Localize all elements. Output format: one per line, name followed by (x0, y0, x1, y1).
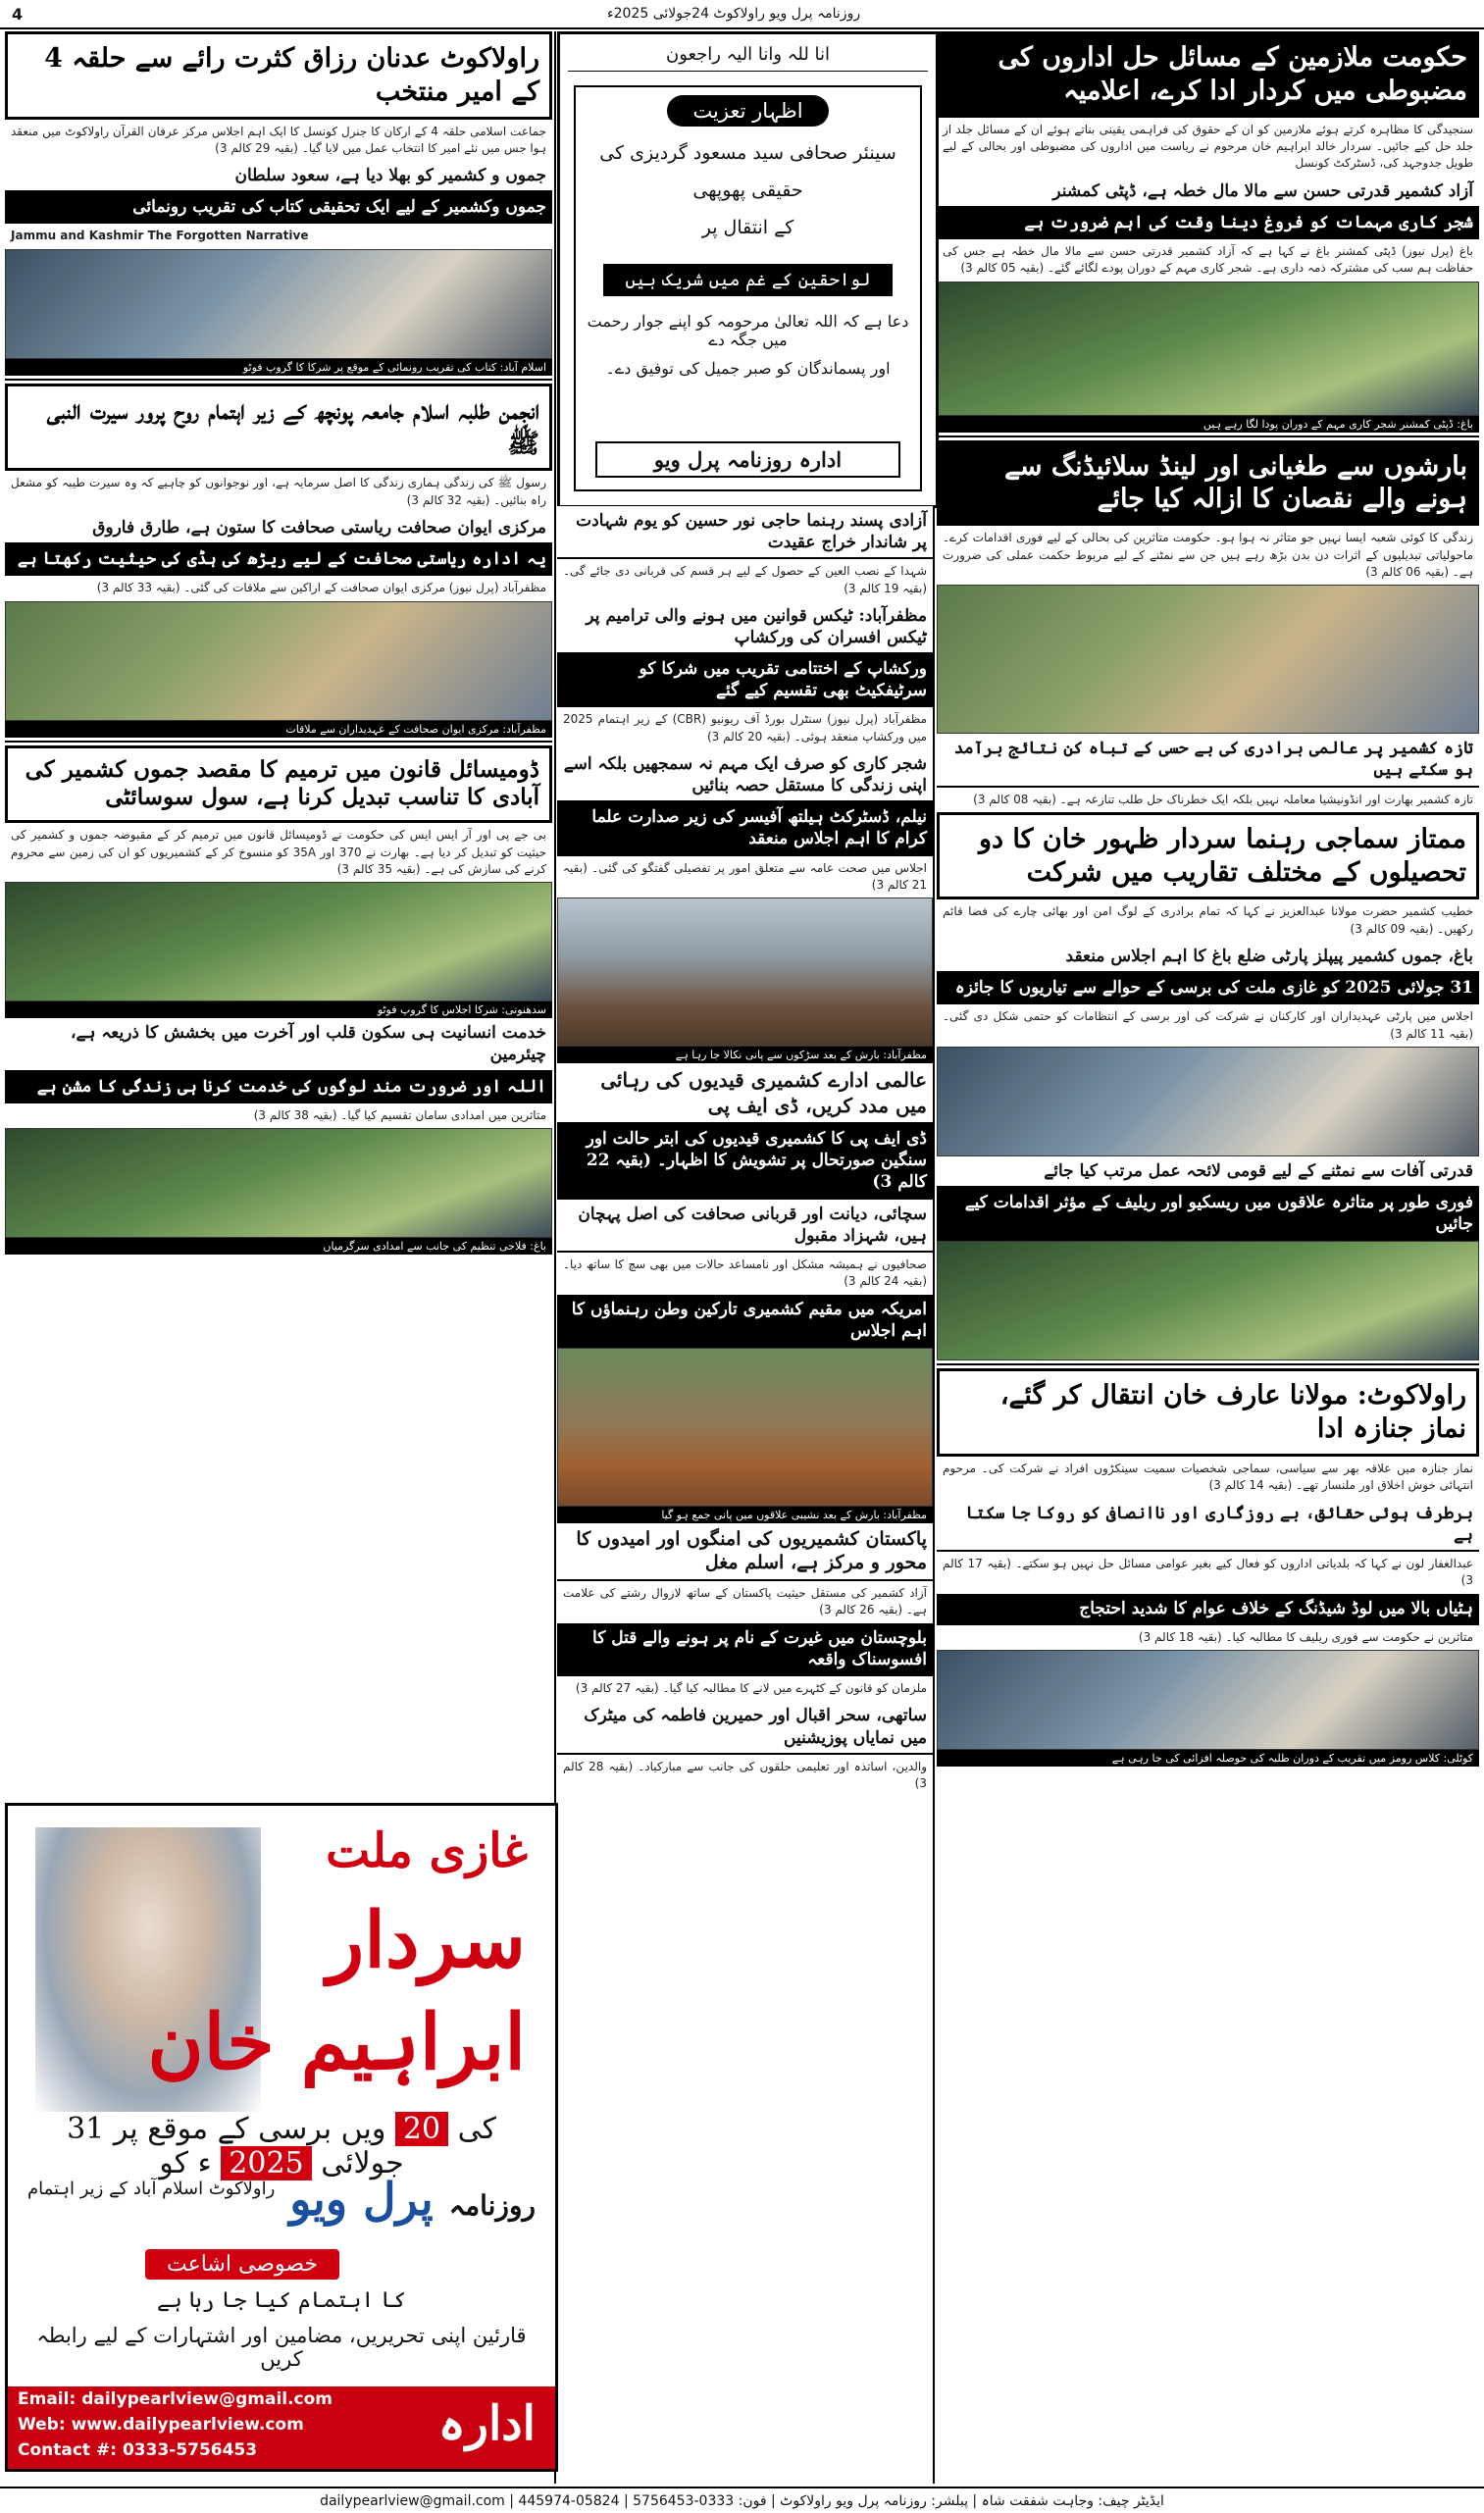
ad-name-line2: ابراہیم خان (147, 1998, 526, 2087)
news-photo (937, 585, 1479, 734)
subheadline: امریکہ میں مقیم کشمیری تارکین وطن رہنماؤں کا اہم اجلاس (557, 1295, 933, 1348)
ad-idara: ادارہ (437, 2396, 536, 2451)
divider (5, 379, 552, 381)
photo-caption: مظفرآباد: بارش کے بعد سڑکوں سے پانی نکالا جا رہا ہے (557, 1047, 933, 1063)
photo-caption: مظفرآباد: بارش کے بعد نشیبی علاقوں میں پانی جمع ہو گیا (557, 1507, 933, 1523)
ad-name-line1: سردار (327, 1896, 526, 1985)
news-photo (937, 282, 1479, 416)
subheadline: شجر کاری کو صرف ایک مہم نہ سمجھیں بلکہ اسے اپنی زندگی کا مستقل حصہ بنائیں (557, 749, 933, 802)
subheadline: باغ، جموں کشمیر پیپلز پارٹی ضلع باغ کا اہم اجلاس منعقد (937, 942, 1479, 973)
masthead (0, 0, 1484, 29)
subheadline: یہ ادارہ ریاستی صحافت کے لیے ریڑھ کی ہڈی کی حیثیت رکھتا ہے (5, 544, 552, 576)
book-title: Jammu and Kashmir The Forgotten Narrative (11, 229, 309, 243)
article-text: جماعت اسلامی حلقہ 4 کے ارکان کا جنرل کونسل کا ایک اہم اجلاس مرکز عرفان القرآن راولاکوٹ میں منعقد ہوا جس میں نئے امیر کا انتخاب عمل میں لایا گیا۔ (بقیہ 29 کالم 3) (11, 124, 546, 155)
subheadline: سچائی، دیانت اور قربانی صحافت کی اصل پہچان ہیں، شہزاد مقبول (557, 1200, 933, 1253)
divider (937, 436, 1479, 437)
article-text: متاثرین نے حکومت سے فوری ریلیف کا مطالبہ کیا۔ (بقیہ 18 کالم 3) (1138, 1629, 1473, 1644)
page-number: 4 (12, 4, 24, 24)
news-photo (557, 898, 933, 1047)
ad-paper-title: پرل ویو (289, 2173, 434, 2226)
article-text: تازہ کشمیر بھارت اور انڈونیشیا معاملہ نہیں بلکہ ایک خطرناک حل طلب تنازعہ ہے۔ (بقیہ 08 کالم 3) (973, 792, 1473, 806)
ad-web[interactable]: www.dailypearlview.com (71, 2415, 304, 2435)
article-text: سنجیدگی کا مظاہرہ کرتے ہوئے ملازمین کو ان کے حقوق کی فراہمی یقینی بناتے ہوئے ان کے مسائل جلد از جلد حل کیے جائیں۔ سردار خالد ابراہیم خان مرحوم نے ریاست میں اداروں کی مضبوطی اور بحالی کے لیے طویل جدوجہد کی، ڈسٹرکٹ کونسل (943, 122, 1473, 171)
condolence-title: اظہار تعزیت (667, 95, 828, 127)
ad-email[interactable]: dailypearlview@gmail.com (81, 2389, 333, 2409)
subheadline: مرکزی ایوان صحافت ریاستی صحافت کا ستون ہے، طارق فاروق (5, 513, 552, 544)
news-photo (5, 882, 552, 1001)
subheadline: قدرتی آفات سے نمٹنے کے لیے قومی لائحہ عمل مرتب کیا جائے (937, 1156, 1479, 1188)
photo-caption: مظفرآباد: مرکزی ایوان صحافت کے عہدیداران سے ملاقات (5, 721, 552, 738)
ad-announcement (22, 2112, 541, 2180)
subheadline: اللہ اور ضرورت مند لوگوں کی خدمت کرنا ہی زندگی کا مشن ہے (5, 1072, 552, 1103)
photo-caption: باغ: ڈپٹی کمشنر شجر کاری مہم کے دوران پودا لگا رہے ہیں (937, 416, 1479, 433)
ad-special-edition: خصوصی اشاعت (145, 2249, 339, 2280)
subheadline: شجر کاری مہمات کو فروغ دینا وقت کی اہم ضرورت ہے (937, 208, 1479, 239)
middle-column (557, 506, 933, 1796)
subheadline: جموں و کشمیر کو بھلا دیا ہے، سعود سلطان (5, 161, 552, 192)
news-photo (937, 1047, 1479, 1156)
article-text: اجلاس میں صحت عامہ سے متعلق امور پر تفصیلی گفتگو کی گئی۔ (بقیہ 21 کالم 3) (563, 860, 927, 892)
article-text: خطیب کشمیر حضرت مولانا عبدالعزیز نے کہا کہ تمام برادری کے لوگ امن اور بھائی چارے کی فضا قائم رکھیں۔ (بقیہ 09 کالم 3) (943, 904, 1473, 936)
anniversary-advertisement (5, 1803, 558, 2472)
ad-prep-text: کا اہتمام کیا جا رہا ہے (156, 2288, 407, 2313)
condolence-line: کے انتقال پر (701, 217, 794, 238)
news-photo (937, 1241, 1479, 1360)
page-footer: ایڈیٹر چیف: وجاہت شفقت شاہ | پبلشر: روزنامہ پرل ویو راولاکوٹ | فون: 0333-5756453 | 05824-445974 | dailypearlview@gmail.com (0, 2487, 1484, 2513)
subheadline: بلوچستان میں غیرت کے نام پر ہونے والے قتل کا افسوسناک واقعہ (557, 1623, 933, 1676)
headline: بارشوں سے طغیانی اور لینڈ سلائیڈنگ سے ہونے والے نقصان کا ازالہ کیا جائے (937, 440, 1479, 527)
article-text: نماز جنازہ میں علاقہ بھر سے سیاسی، سماجی شخصیات سمیت سینکڑوں افراد نے شرکت کی۔ مرحوم انتہائی خوش اخلاق اور ملنسار تھے۔ (بقیہ 14 کالم 3) (943, 1461, 1473, 1493)
ad-ann-post: ء کو (159, 2146, 212, 2180)
subheadline: 31 جولائی 2025 کو غازی ملت کی برسی کے حوالے سے تیاریوں کا جائزہ (937, 973, 1479, 1004)
article-text: بی جے پی اور آر ایس ایس کی حکومت نے ڈومیسائل قانون میں ترمیم کر کے مقبوضہ جموں و کشمیر کی حیثیت کو تبدیل کر دیا ہے۔ بھارت نے 370 اور 35A کو منسوخ کر کے کشمیریوں کو ان کی زمین سے محروم کرنے کی سازش کی ہے۔ (بقیہ 35 کالم 3) (11, 828, 546, 876)
condolence-box: لواحقین کے غم میں شریک ہیں (603, 264, 892, 296)
article-text: اجلاس میں پارٹی عہدیداران اور کارکنان نے شرکت کی اور برسی کے انتظامات کو حتمی شکل دی گئی۔ (بقیہ 11 کالم 3) (943, 1009, 1473, 1041)
ad-ann-mid: ویں برسی کے موقع پر 31 جولائی (67, 2112, 404, 2180)
subheadline: ساتھی، سحر اقبال اور حمیرین فاطمہ کی میٹرک میں نمایاں پوزیشنیں (557, 1701, 933, 1754)
article-text: متاثرین میں امدادی سامان تقسیم کیا گیا۔ (بقیہ 38 کالم 3) (253, 1107, 546, 1122)
headline: انجمن طلبہ اسلام جامعہ پونچھ کے زیر اہتمام روح پرور سیرت النبی ﷺ (5, 384, 552, 472)
divider (937, 1363, 1479, 1365)
subheadline: فوری طور پر متاثرہ علاقوں میں ریسکیو اور ریلیف کے مؤثر اقدامات کیے جائیں (937, 1188, 1479, 1241)
photo-caption: باغ: فلاحی تنظیم کی جانب سے امدادی سرگرمیاں (5, 1238, 552, 1255)
article-text: آزاد کشمیر کی مستقل حیثیت پاکستان کے ساتھ لازوال رشتے کی علامت ہے۔ (بقیہ 26 کالم 3) (563, 1586, 927, 1617)
ad-email-label: Email: (18, 2389, 77, 2409)
photo-caption: کوٹلی: کلاس رومز میں تقریب کے دوران طلبہ کی حوصلہ افزائی کی جا رہی ہے (937, 1750, 1479, 1767)
condolence-line: حقیقی پھوپھی (692, 180, 803, 201)
headline: ممتاز سماجی رہنما سردار ظہور خان کا دو تحصیلوں کے مختلف تقاریب میں شرکت (937, 812, 1479, 900)
subheadline: تازہ کشمیر پر عالمی برادری کی بے حسی کے تباہ کن نتائج برآمد ہو سکتے ہیں (937, 734, 1479, 787)
ad-contact-label: Contact #: (18, 2440, 118, 2460)
subheadline: آزاد کشمیر قدرتی حسن سے مالا مال خطہ ہے، ڈپٹی کمشنر (937, 177, 1479, 208)
subheadline: ڈی ایف پی کا کشمیری قیدیوں کی ابتر حالت اور سنگین صورتحال پر تشویش کا اظہار۔ (بقیہ 22 کالم 3) (557, 1124, 933, 1199)
photo-caption: اسلام آباد: کتاب کی تقریب رونمائی کے موقع پر شرکا کا گروپ فوٹو (5, 359, 552, 376)
left-column (5, 31, 552, 1255)
ad-contact-number: 0333-5756453 (122, 2440, 258, 2460)
headline: ڈومیسائل قانون میں ترمیم کا مقصد جموں کشمیر کی آبادی کا تناسب تبدیل کرنا ہے، سول سوسائٹی (5, 745, 552, 824)
ad-contact-bar (8, 2386, 555, 2469)
headline: راولاکوٹ: مولانا عارف خان انتقال کر گئے، نماز جنازہ ادا (937, 1368, 1479, 1457)
ad-honorific: غازی ملت (326, 1823, 528, 1878)
headline: راولاکوٹ عدنان رزاق کثرت رائے سے حلقہ 4 کے امیر منتخب (5, 31, 552, 120)
subheadline: پاکستان کشمیریوں کی امنگوں اور امیدوں کا محور و مرکز ہے، اسلم مغل (557, 1523, 933, 1581)
article-text: والدین، اساتذہ اور تعلیمی حلقوں کی جانب سے مبارکباد۔ (بقیہ 28 کالم 3) (563, 1759, 927, 1791)
ad-invite-text: قارئین اپنی تحریریں، مضامین اور اشتہارات کے لیے رابطہ کریں (36, 2324, 527, 2371)
ad-web-label: Web: (18, 2415, 66, 2435)
condolence-prayer: دعا ہے کہ اللہ تعالیٰ مرحومہ کو اپنے جوار رحمت میں جگہ دے (587, 312, 909, 349)
divider (5, 741, 552, 743)
condolence-signature: ادارہ روزنامہ پرل ویو (595, 441, 900, 478)
news-photo (5, 601, 552, 721)
subheadline: آزادی پسند رہنما حاجی نور حسین کو یوم شہادت پر شاندار خراج عقیدت (557, 506, 933, 559)
ad-paper-sub: راولاکوٹ اسلام آباد کے زیر اہتمام (27, 2179, 276, 2199)
subheadline: نیلم، ڈسٹرکٹ ہیلتھ آفیسر کی زیر صدارت علما کرام کا اہم اجلاس منعقد (557, 802, 933, 855)
subheadline: جموں وکشمیر کے لیے ایک تحقیقی کتاب کی تقریب رونمائی (5, 192, 552, 224)
condolence-prayer: اور پسماندگان کو صبر جمیل کی توفیق دے۔ (605, 359, 891, 378)
article-text: مظفرآباد (پرل نیوز) سنٹرل بورڈ آف ریونیو (CBR) کے زیر اہتمام 2025 میں ورکشاپ منعقد ہوئی۔ (بقیہ 20 کالم 3) (563, 712, 927, 744)
subheadline: خدمت انسانیت ہی سکون قلب اور آخرت میں بخشش کا ذریعہ ہے، چیئرمین (5, 1018, 552, 1071)
article-text: رسول ﷺ کی زندگی ہماری زندگی کا اصل سرمایہ ہے، اور نوجوانوں کو چاہیے کہ وہ سیرت طیبہ کو مشعل راہ بنائیں۔ (بقیہ 32 کالم 3) (11, 476, 546, 507)
condolence-verse: انا للہ وانا الیہ راجعون (568, 34, 928, 72)
ad-paper-label: روزنامہ (448, 2189, 536, 2222)
news-photo (937, 1650, 1479, 1750)
ad-paper-name (289, 2173, 536, 2226)
subheadline: مظفرآباد: ٹیکس قوانین میں ہونے والی ترامیم پر ٹیکس افسران کی ورکشاپ (557, 601, 933, 654)
condolence-line: سینئر صحافی سید مسعود گردیزی کی (599, 142, 896, 164)
article-text: زندگی کا کوئی شعبہ ایسا نہیں جو متاثر نہ ہوا ہو۔ حکومت متاثرین کی بحالی کے لیے فوری اقدامات کرے۔ ماحولیاتی تبدیلیوں کے اثرات دن بدن بڑھ رہے ہیں جن سے نمٹنے کے لیے مربوط حکمت عملی کی ضرورت ہے۔ (بقیہ 06 کالم 3) (943, 531, 1473, 579)
headline: حکومت ملازمین کے مسائل حل اداروں کی مضبوطی میں کردار ادا کرے، اعلامیہ (937, 31, 1479, 118)
ad-ann-pre: کی (457, 2112, 496, 2146)
article-text: باغ (پرل نیوز) ڈپٹی کمشنر باغ نے کہا ہے کہ آزاد کشمیر قدرتی حسن سے مالا مال خطہ ہے جس کی حفاظت ہم سب کی مشترکہ ذمہ داری ہے۔ شجر کاری مہم کے دوران پودے لگائے گئے۔ (بقیہ 05 کالم 3) (943, 243, 1473, 276)
condolence-panel (574, 85, 922, 491)
subheadline: ورکشاپ کے اختتامی تقریب میں شرکا کو سرٹیفکیٹ بھی تقسیم کیے گئے (557, 654, 933, 707)
article-text: عبدالغفار لون نے کہا کہ بلدیاتی اداروں کو فعال کیے بغیر عوامی مسائل حل نہیں ہو سکتے۔ (بقیہ 17 کالم 3) (943, 1556, 1473, 1588)
article-text: شہدا کے نصب العین کے حصول کے لیے ہر قسم کی قربانی دی جائے گی۔ (بقیہ 19 کالم 3) (563, 564, 927, 595)
photo-caption: سدھنوتی: شرکا اجلاس کا گروپ فوٹو (5, 1001, 552, 1018)
subheadline: ہٹیاں بالا میں لوڈ شیڈنگ کے خلاف عوام کا شدید احتجاج (937, 1594, 1479, 1625)
news-photo (5, 249, 552, 359)
subheadline: برطرف ہوئی حقائق، بے روزگاری اور ناانصافی کو روکا جا سکتا ہے (937, 1499, 1479, 1552)
right-column (937, 31, 1479, 1767)
news-photo (557, 1348, 933, 1507)
ad-anniversary-number: 20 (395, 2112, 448, 2146)
article-text: صحافیوں نے ہمیشہ مشکل اور نامساعد حالات میں بھی سچ کا ساتھ دیا۔ (بقیہ 24 کالم 3) (563, 1256, 927, 1289)
article-text: مظفرآباد (پرل نیوز) مرکزی ایوان صحافت کے اراکین سے ملاقات کی گئی۔ (بقیہ 33 کالم 3) (96, 581, 546, 595)
masthead-title: روزنامہ پرل ویو راولاکوٹ 24جولائی 2025ء (607, 6, 861, 22)
condolence-notice (557, 31, 939, 508)
subheadline: عالمی ادارے کشمیری قیدیوں کی رہائی میں مدد کریں، ڈی ایف پی (557, 1063, 933, 1124)
news-photo (5, 1128, 552, 1238)
ad-year: 2025 (221, 2146, 311, 2180)
article-text: ملزمان کو قانون کے کٹہرے میں لانے کا مطالبہ کیا گیا۔ (بقیہ 27 کالم 3) (575, 1681, 927, 1696)
